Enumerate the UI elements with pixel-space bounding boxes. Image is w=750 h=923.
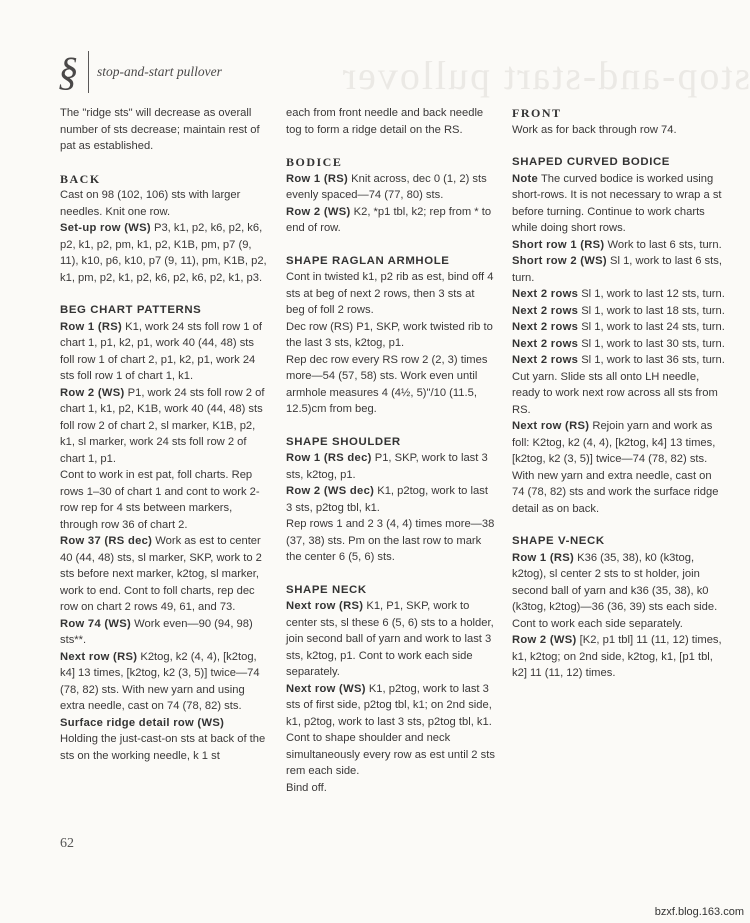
short-row-1-text: Work to last 6 sts, turn. bbox=[604, 238, 722, 251]
vneck-row-1-label: Row 1 (RS) bbox=[512, 551, 575, 564]
row-2-text: P1, work 24 sts foll row 2 of chart 1, k1, p2, K1B, work 40 (44, 48) sts foll row 2 of chart 2, sl marker, K1B, p2, k1, sl marker, work 24 sts foll row 2 of chart 1, p1. bbox=[60, 386, 265, 465]
shoulder-row-1 bbox=[286, 450, 496, 483]
next-row-text: K2tog, k2 (4, 4), [k2tog, k4] 13 times, [k2tog, k2 (3, 5)] twice—74 (78, 82) sts. With new yarn and using extra needle, cast on 74 (78, 82) sts. bbox=[60, 650, 260, 712]
vneck-row-1 bbox=[512, 550, 727, 633]
row-1-text: K1, work 24 sts foll row 1 of chart 1, p1, k2, p1, work 40 (44, 48) sts foll row 1 of chart 2, p1, k2, p1, work 24 sts foll row 1 of chart 1, k1. bbox=[60, 320, 262, 382]
back-heading: BACK bbox=[60, 171, 101, 186]
bodice-row-2-label: Row 2 (WS) bbox=[286, 205, 351, 218]
setup-row bbox=[60, 220, 270, 286]
row-2-label: Row 2 (WS) bbox=[60, 386, 125, 399]
curved-bodice-heading: SHAPED CURVED BODICE bbox=[512, 156, 670, 168]
next-2-rows-12 bbox=[512, 286, 727, 303]
short-row-2 bbox=[512, 253, 727, 286]
next-row-rs-label: Next row (RS) bbox=[512, 420, 590, 432]
next-2-rows-30 bbox=[512, 336, 727, 353]
vneck-row-2 bbox=[512, 632, 727, 682]
column-1 bbox=[60, 105, 270, 764]
short-row-1 bbox=[512, 237, 727, 254]
neck-rs-label: Next row (RS) bbox=[286, 600, 364, 612]
shoulder-row-2-text: K1, p2tog, work to last 3 sts, p2tog tbl, k1. bbox=[286, 485, 488, 514]
vneck-row-2-text: [K2, p1 tbl] 11 (11, 12) times, k1, k2tog; on 2nd side, k2tog, k1, [p1 tbl, k2] 11 (11, 12) times. bbox=[512, 634, 722, 679]
row-74 bbox=[60, 616, 270, 649]
raglan-heading: SHAPE RAGLAN ARMHOLE bbox=[286, 254, 450, 267]
header-divider bbox=[88, 51, 89, 93]
row-1-label: Row 1 (RS) bbox=[60, 320, 123, 333]
raglan-text-1: Cont in twisted k1, p2 rib as est, bind off 4 sts at beg of next 2 rows, then 3 sts at beg of foll 2 rows. bbox=[286, 271, 494, 316]
next-row bbox=[60, 649, 270, 715]
bleed-through-title: stop-and-start pullover bbox=[340, 53, 750, 98]
short-row-1-label: Short row 1 (RS) bbox=[512, 238, 605, 251]
neck-ws-label: Next row (WS) bbox=[286, 682, 366, 695]
row-1 bbox=[60, 319, 270, 385]
front-text: Work as for back through row 74. bbox=[512, 123, 677, 136]
row-74-label: Row 74 (WS) bbox=[60, 617, 132, 630]
bind-off-text: Bind off. bbox=[286, 781, 327, 794]
surface-ridge-text: Holding the just-cast-on sts at back of the sts on the working needle, k 1 st bbox=[60, 733, 266, 762]
note bbox=[512, 171, 727, 237]
continued-text: each from front needle and back needle tog to form a ridge detail on the RS. bbox=[286, 107, 484, 136]
setup-row-label: Set-up row (WS) bbox=[60, 222, 151, 234]
next-2-rows-label: Next 2 rows bbox=[512, 354, 579, 366]
next-2-rows-text: Sl 1, work to last 18 sts, turn. bbox=[578, 304, 725, 317]
surface-ridge-label: Surface ridge detail row (WS) bbox=[60, 716, 225, 729]
next-2-rows-text: Sl 1, work to last 30 sts, turn. bbox=[578, 337, 725, 350]
shoulder-row-2 bbox=[286, 483, 496, 516]
short-row-2-label: Short row 2 (WS) bbox=[512, 255, 607, 267]
section-logo-icon: § bbox=[58, 49, 78, 94]
neck-ws-row bbox=[286, 681, 496, 780]
shoulder-row-1-text: P1, SKP, work to last 3 sts, k2tog, p1. bbox=[286, 452, 488, 481]
row-74-text: Work even—90 (94, 98) sts**. bbox=[60, 617, 253, 646]
next-2-rows-text: Sl 1, work to last 12 sts, turn. bbox=[578, 288, 725, 300]
page-number: 62 bbox=[60, 836, 74, 851]
short-row-2-text: Sl 1, work to last 6 sts, turn. bbox=[512, 255, 722, 284]
cut-yarn-text: Cut yarn. Slide sts all onto LH needle, ready to work next row across all sts from RS. bbox=[512, 370, 718, 416]
cont-paragraph: Cont to work in est pat, foll charts. Rep rows 1–30 of chart 1 and cont to work 2-row rep for 4 sts between markers, through row 36 of chart 2. bbox=[60, 469, 260, 531]
row-37-text: Work as est to center 40 (44, 48) sts, sl marker, SKP, work to 2 sts before next marker, k2tog, sl marker, work to end. Cont to foll charts, rep dec row on chart 2 rows 49, 61, and 73. bbox=[60, 535, 262, 613]
row-37-label: Row 37 (RS dec) bbox=[60, 535, 153, 547]
next-row-rs-text: Rejoin yarn and work as foll: K2tog, k2 (4, 4), [k2tog, k4] 13 times, [k2tog, k2 (3, 5)] twice—74 (78, 82) sts. bbox=[512, 420, 716, 465]
bodice-row-2 bbox=[286, 204, 496, 237]
neck-heading: SHAPE NECK bbox=[286, 583, 367, 596]
next-2-rows-36 bbox=[512, 352, 727, 369]
shoulder-row-2-label: Row 2 (WS dec) bbox=[286, 485, 375, 497]
bodice-row-2-text: K2, *p1 tbl, k2; rep from * to end of row. bbox=[286, 205, 492, 234]
next-2-rows-label: Next 2 rows bbox=[512, 321, 579, 333]
column-3 bbox=[512, 105, 727, 682]
shoulder-heading: SHAPE SHOULDER bbox=[286, 435, 401, 448]
row-2 bbox=[60, 385, 270, 468]
next-2-rows-label: Next 2 rows bbox=[512, 337, 579, 350]
next-row-label: Next row (RS) bbox=[60, 650, 138, 663]
shoulder-rep-text: Rep rows 1 and 2 3 (4, 4) times more—38 (37, 38) sts. Pm on the last row to mark the center 6 (5, 6) sts. bbox=[286, 518, 495, 563]
next-2-rows-24 bbox=[512, 319, 727, 336]
vneck-row-1-text: K36 (35, 38), k0 (k3tog, k2tog), sl center 2 sts to st holder, join second ball of yarn and k36 (35, 38), k0 (k3tog, k2tog)—36 (36, 39) sts each side. Cont to work each side separately. bbox=[512, 551, 718, 630]
next-2-rows-label: Next 2 rows bbox=[512, 304, 579, 317]
bodice-row-1-text: Knit across, dec 0 (1, 2) sts evenly spaced—74 (77, 80) sts. bbox=[286, 172, 487, 201]
next-row-rs bbox=[512, 418, 727, 468]
neck-rs-row bbox=[286, 598, 496, 681]
bodice-row-1-label: Row 1 (RS) bbox=[286, 172, 349, 185]
raglan-text-2: Dec row (RS) P1, SKP, work twisted rib to the last 3 sts, k2tog, p1. bbox=[286, 320, 493, 349]
next-2-rows-label: Next 2 rows bbox=[512, 288, 579, 300]
intro-paragraph: The "ridge sts" will decrease as overall number of sts decrease; maintain rest of pat as established. bbox=[60, 107, 260, 152]
bodice-heading: BODICE bbox=[286, 155, 343, 169]
column-2 bbox=[286, 105, 496, 796]
next-2-rows-text: Sl 1, work to last 24 sts, turn. bbox=[578, 321, 725, 333]
setup-row-text: P3, k1, p2, k6, p2, k6, p2, k1, p2, pm, k1, p2, K1B, pm, p7 (9, 11), k10, p6, k10, p7 (9, 11), pm, K1B, p2, k1, pm, p2, k1, p2, k6, p2, k6, p2, k1, p3. bbox=[60, 222, 267, 284]
new-yarn-text: With new yarn and extra needle, cast on 74 (78, 82) sts and work the surface ridge detail as on back. bbox=[512, 469, 719, 515]
back-text: Cast on 98 (102, 106) sts with larger needles. Knit one row. bbox=[60, 189, 241, 218]
watermark-text: bzxf.blog.163.com bbox=[654, 906, 744, 918]
running-title: stop-and-start pullover bbox=[97, 64, 222, 79]
neck-ws-text: K1, p2tog, work to last 3 sts of first side, p2tog tbl, k1; on 2nd side, k1, p2tog, work to last 3 sts, p2tog tbl, k1. Cont to shape shoulder and neck simultaneously every row as est until 2 sts rem each side. bbox=[286, 682, 495, 777]
note-label: Note bbox=[512, 172, 539, 185]
neck-rs-text: K1, P1, SKP, work to center sts, sl these 6 (5, 6) sts to a holder, join second ball of yarn and work to last 3 sts, k2tog, p1. Cont to work each side separately. bbox=[286, 600, 494, 678]
vneck-heading: SHAPE V-NECK bbox=[512, 535, 605, 547]
note-text: The curved bodice is worked using short-rows. It is not necessary to wrap a st before turning. Continue to work charts while doing short rows. bbox=[512, 172, 722, 234]
page-header bbox=[58, 50, 222, 94]
raglan-text-3: Rep dec row every RS row 2 (2, 3) times more—54 (57, 58) sts. Work even until armhole measures 4 (4½, 5)"/10 (11.5, 12.5)cm from beg. bbox=[286, 353, 488, 415]
beg-chart-heading: BEG CHART PATTERNS bbox=[60, 304, 202, 316]
shoulder-row-1-label: Row 1 (RS dec) bbox=[286, 452, 372, 464]
row-37 bbox=[60, 533, 270, 616]
front-heading: FRONT bbox=[512, 106, 562, 120]
next-2-rows-18 bbox=[512, 303, 727, 320]
vneck-row-2-label: Row 2 (WS) bbox=[512, 634, 577, 646]
bodice-row-1 bbox=[286, 171, 496, 204]
next-2-rows-text: Sl 1, work to last 36 sts, turn. bbox=[578, 354, 725, 366]
